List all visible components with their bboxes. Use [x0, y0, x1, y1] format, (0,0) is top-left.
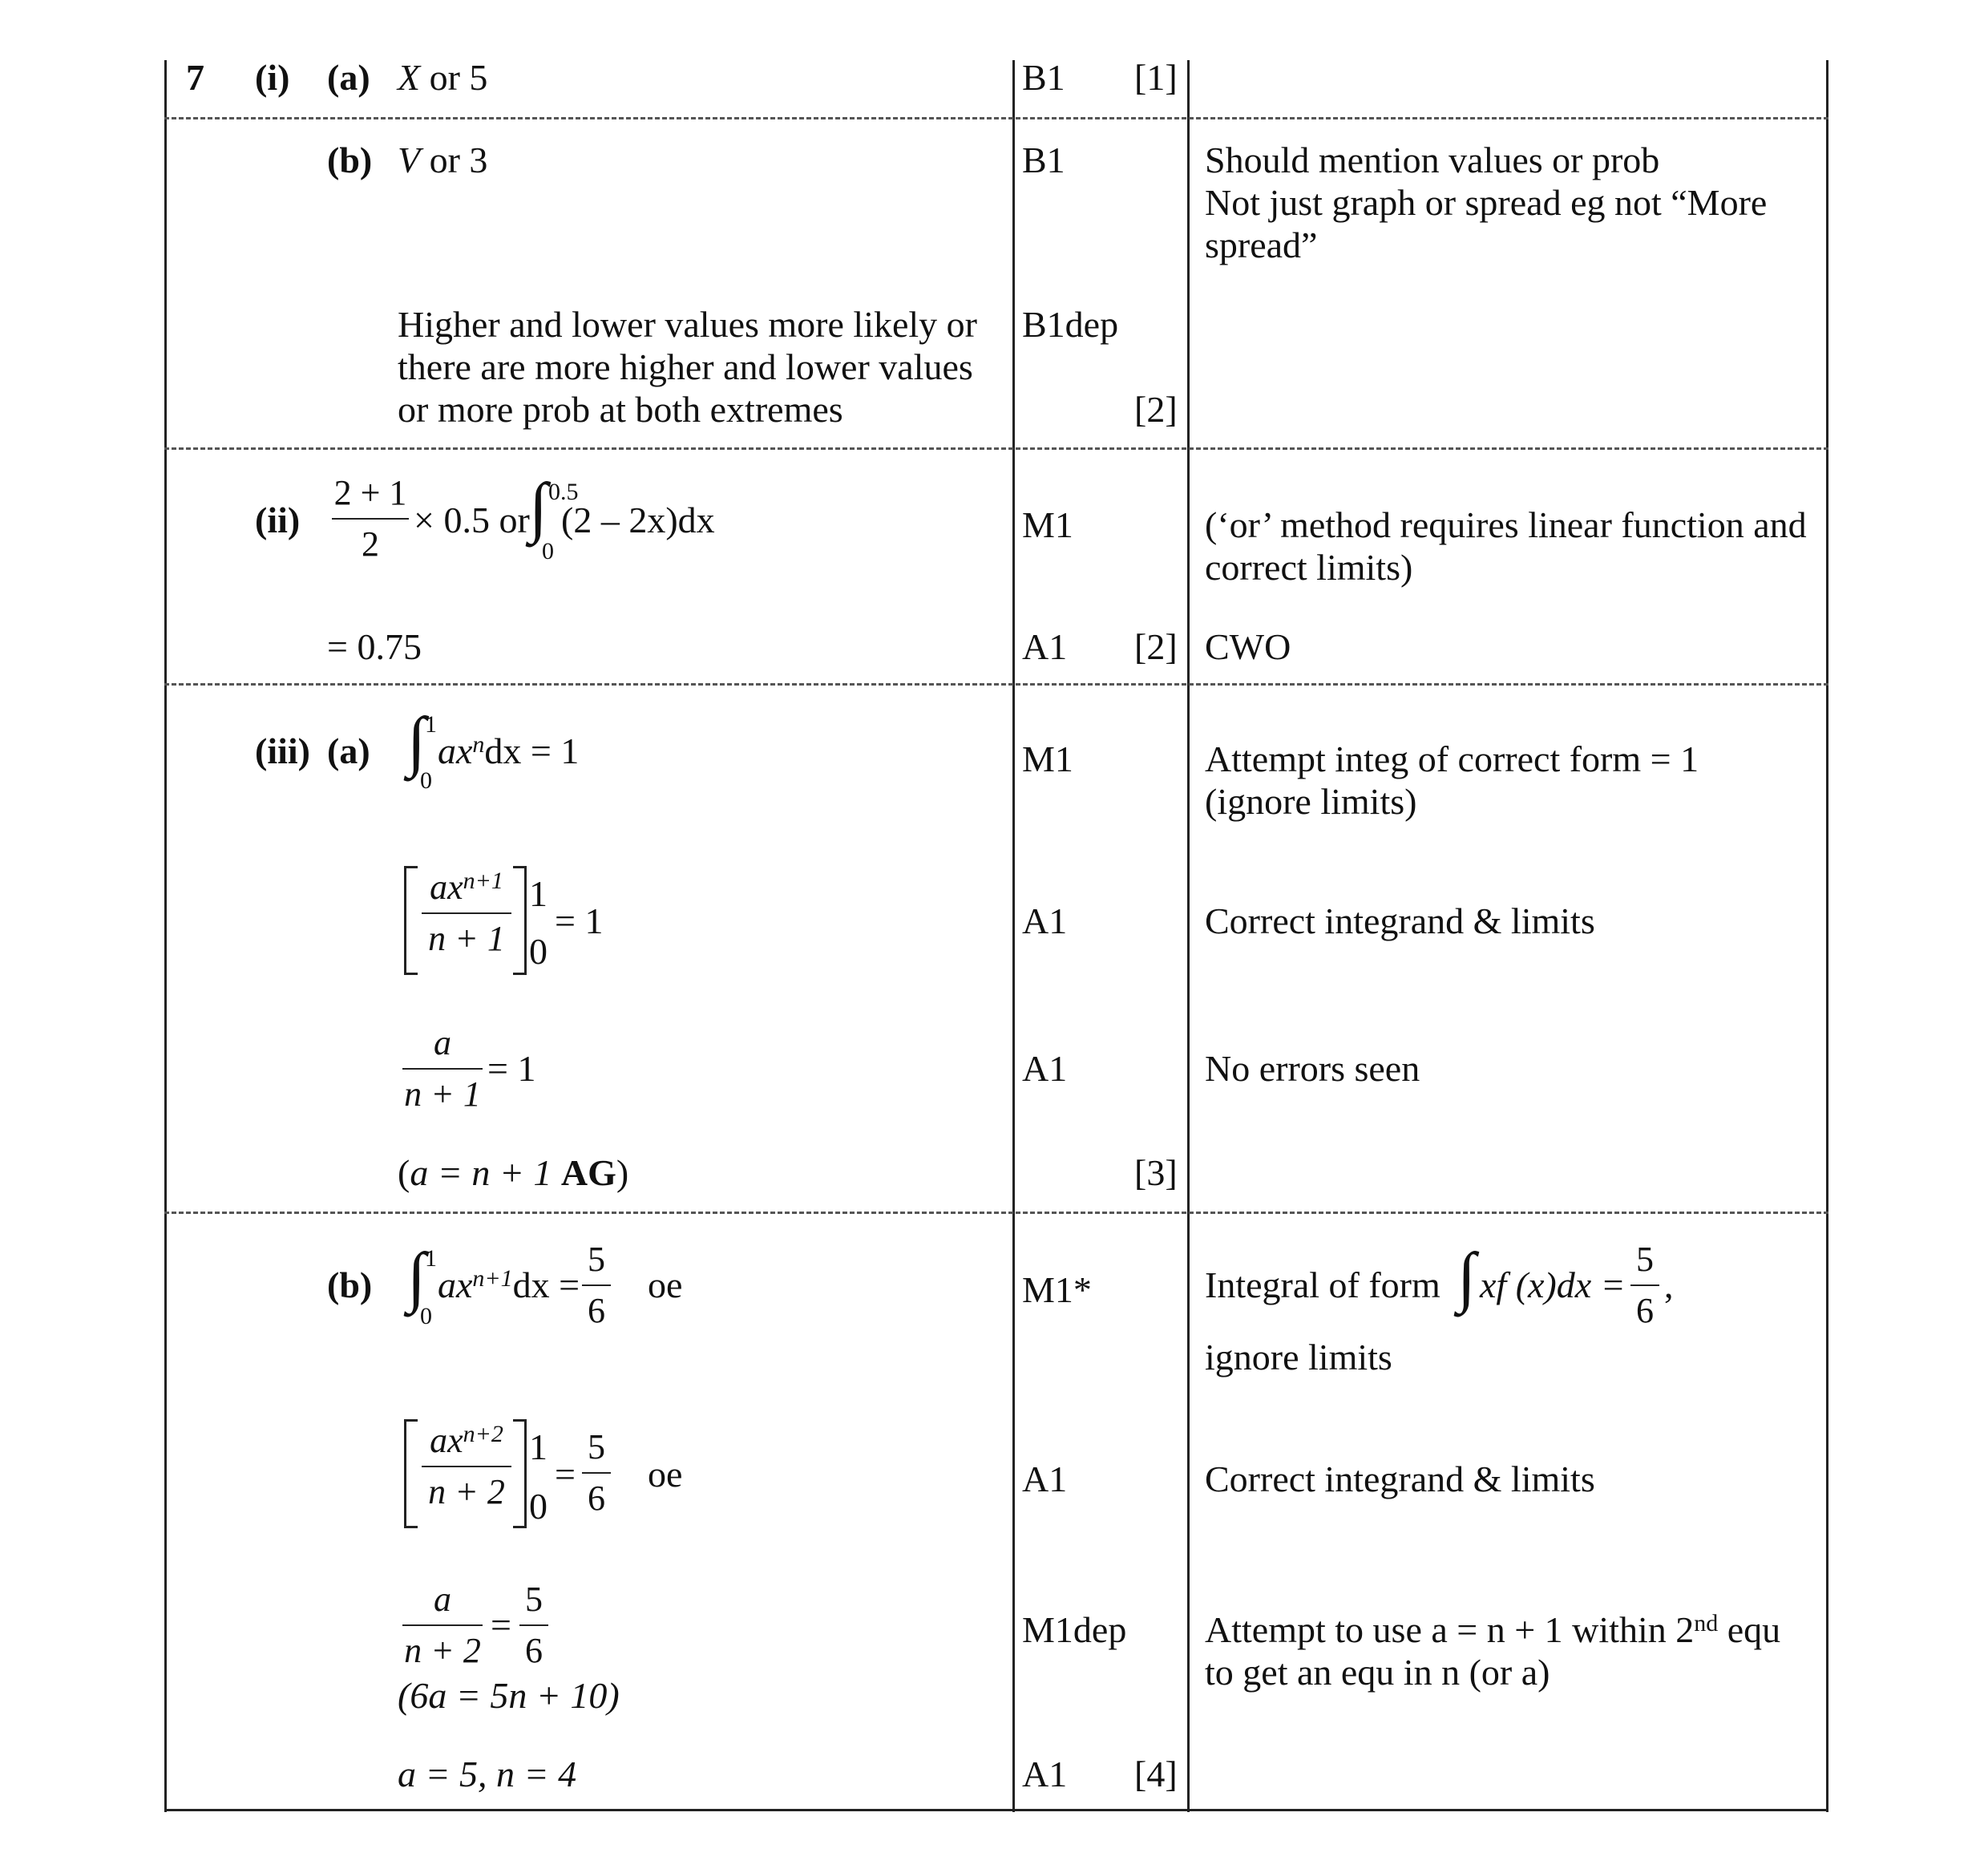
row-divider — [164, 1212, 1828, 1214]
integral-sign: ∫ — [529, 470, 548, 544]
integrand-rest: dx = 1 — [484, 730, 580, 771]
mark-i-b-2: B1dep — [1022, 304, 1119, 345]
fraction-denominator: 6 — [588, 1479, 605, 1518]
guidance-i-b-1: Should mention values or prob — [1205, 140, 1660, 180]
fraction-numerator: 2 + 1 — [333, 473, 407, 512]
fraction-equals: = — [491, 1604, 511, 1645]
fraction-a-over-n1 — [402, 1023, 483, 1115]
fraction-bar — [582, 1472, 611, 1474]
expression-mid: × 0.5 or — [414, 500, 530, 540]
answer-var: V — [398, 140, 421, 180]
fraction-bar — [1630, 1284, 1659, 1286]
bracket-equals: = — [555, 1454, 576, 1495]
guidance-iii-b-1-expr: xf (x)dx = — [1480, 1264, 1626, 1305]
guidance-iii-b-1-post: , — [1664, 1264, 1674, 1305]
table-bottom-border — [164, 1809, 1828, 1811]
integrand-power: n — [472, 731, 485, 758]
part-label-iii: (iii) — [255, 730, 310, 771]
fraction-denominator: n + 1 — [428, 919, 505, 958]
mark-ii-2: A1 — [1022, 626, 1068, 667]
sub-label-b: (b) — [327, 140, 373, 180]
guidance-iii-a-4: No errors seen — [1205, 1048, 1420, 1089]
bracket-upper-limit: 1 — [529, 873, 548, 914]
mark-iii-b-4: A1 — [1022, 1754, 1068, 1794]
fraction-numerator: 5 — [525, 1580, 543, 1619]
guidance-i-b-3: spread” — [1205, 225, 1318, 265]
evaluation-bracket — [404, 1419, 418, 1528]
answer-i-b-line3: or more prob at both extremes — [398, 389, 843, 430]
equation-line: (6a = 5n + 10) — [398, 1675, 620, 1716]
bracket-fraction — [422, 1421, 511, 1512]
total-i-b: [2] — [1134, 389, 1178, 430]
sub-label-b: (b) — [327, 1264, 373, 1305]
answer-var: X — [398, 57, 421, 98]
integral-upper-limit: 1 — [425, 1245, 437, 1272]
mark-ii-1: M1 — [1022, 504, 1073, 545]
fraction-bar — [402, 1624, 483, 1626]
sub-label-a: (a) — [327, 57, 370, 98]
fraction-bar — [582, 1284, 611, 1286]
fraction-bar — [422, 1466, 511, 1467]
row-divider — [164, 447, 1828, 450]
or-equivalent-1: oe — [648, 1264, 683, 1305]
sub-label-a: (a) — [327, 730, 370, 771]
fraction-numerator: a — [434, 1023, 451, 1062]
integral-upper-limit: 1 — [425, 711, 437, 738]
fraction-numerator: 5 — [1636, 1240, 1654, 1279]
fraction-bar — [402, 1068, 483, 1070]
mark-iii-a-2: A1 — [1022, 900, 1068, 941]
bracket-fraction — [422, 868, 511, 959]
fraction-five-sixths — [519, 1580, 548, 1671]
guidance-ii-cwo: CWO — [1205, 626, 1291, 667]
mark-iii-a-3: A1 — [1022, 1048, 1068, 1089]
fraction-denominator: 2 — [362, 524, 379, 564]
integrand-base: ax — [438, 730, 473, 771]
guidance-ii-1: (‘or’ method requires linear function and — [1205, 504, 1807, 545]
fraction-numerator: $ax^{n+2}$ — [430, 1421, 503, 1460]
integral-sign: ∫ — [1457, 1240, 1477, 1314]
answer-i-b — [398, 139, 487, 182]
fraction-numerator: a — [434, 1580, 451, 1619]
mark-i-b-1: B1 — [1022, 140, 1065, 180]
total-ii: [2] — [1134, 626, 1178, 667]
part-label-ii: (ii) — [255, 500, 301, 540]
final-answer: a = 5, n = 4 — [398, 1754, 577, 1794]
mark-iii-a-1: M1 — [1022, 738, 1073, 779]
fraction-numerator: 5 — [588, 1240, 605, 1279]
mark-iii-b-1: M1* — [1022, 1269, 1092, 1310]
integral-sign: ∫ — [407, 704, 426, 779]
fraction-numerator: 5 — [588, 1427, 605, 1467]
fraction-denominator: n + 2 — [428, 1472, 505, 1511]
integral-lower-limit: 0 — [420, 767, 432, 794]
bracket-lower-limit: 0 — [529, 931, 548, 972]
guidance-iii-b-1-pre: Integral of form — [1205, 1264, 1440, 1305]
total-i-a: [1] — [1134, 57, 1178, 98]
question-number: 7 — [186, 57, 204, 98]
answer-given-line: (a = n + 1 AG) — [398, 1152, 629, 1193]
result-ii: = 0.75 — [327, 626, 422, 667]
integral-lower-limit: 0 — [420, 1303, 432, 1329]
fraction-denominator: n + 1 — [404, 1074, 481, 1114]
fraction-five-sixths — [582, 1240, 611, 1331]
bracket-equals: = 1 — [555, 900, 604, 941]
fraction-five-sixths — [582, 1427, 611, 1519]
guidance-i-b-2: Not just graph or spread eg not “More — [1205, 182, 1768, 223]
evaluation-bracket — [404, 866, 418, 975]
guidance-iii-a-3: Correct integrand & limits — [1205, 900, 1595, 941]
fraction-a-over-n2 — [402, 1580, 483, 1671]
guidance-iii-b-4: Attempt to use a = n + 1 within 2nd equ — [1205, 1609, 1781, 1650]
row-divider — [164, 683, 1828, 686]
fraction-denominator: 6 — [1636, 1291, 1654, 1330]
fraction-denominator: 6 — [588, 1291, 605, 1330]
integral-upper-limit: 0.5 — [548, 479, 579, 505]
bracket-lower-limit: 0 — [529, 1486, 548, 1527]
fraction-equals: = 1 — [487, 1048, 536, 1089]
guidance-column-left-border — [1187, 60, 1190, 1812]
answer-i-b-line1: Higher and lower values more likely or — [398, 304, 977, 345]
fraction-denominator: 6 — [525, 1631, 543, 1670]
mark-iii-b-3: M1dep — [1022, 1609, 1127, 1650]
total-iii-b: [4] — [1134, 1754, 1178, 1794]
answer-rest: or 3 — [420, 140, 488, 180]
evaluation-bracket — [513, 866, 527, 975]
total-iii-a: [3] — [1134, 1152, 1178, 1193]
integral-expression — [438, 730, 579, 773]
table-left-border — [164, 60, 167, 1812]
mark-i-a: B1 — [1022, 57, 1065, 98]
guidance-iii-a-1: Attempt integ of correct form = 1 — [1205, 738, 1699, 779]
marks-column-left-border — [1012, 60, 1015, 1812]
guidance-iii-b-5: to get an equ in n (or a) — [1205, 1652, 1550, 1693]
part-label-i: (i) — [255, 57, 290, 98]
guidance-ii-2: correct limits) — [1205, 547, 1413, 588]
answer-rest: or 5 — [420, 57, 488, 98]
integral-lower-limit: 0 — [542, 538, 554, 564]
integral-expression: $ax^{n+1}dx$ = — [438, 1264, 580, 1305]
table-right-border — [1826, 60, 1828, 1812]
integrand-ii: (2 – 2x)dx — [561, 500, 715, 540]
integral-sign: ∫ — [407, 1240, 426, 1314]
answer-i-a — [398, 56, 487, 99]
answer-i-b-line2: there are more higher and lower values — [398, 346, 973, 387]
guidance-iii-b-2: ignore limits — [1205, 1337, 1392, 1378]
mark-iii-b-2: A1 — [1022, 1458, 1068, 1499]
guidance-iii-a-2: (ignore limits) — [1205, 781, 1417, 822]
fraction-denominator: n + 2 — [404, 1631, 481, 1670]
evaluation-bracket — [513, 1419, 527, 1528]
fraction-ii — [332, 473, 409, 564]
row-divider — [164, 117, 1828, 119]
bracket-upper-limit: 1 — [529, 1426, 548, 1467]
fraction-bar — [519, 1624, 548, 1626]
or-equivalent-2: oe — [648, 1454, 683, 1495]
fraction-bar — [332, 518, 409, 520]
guidance-iii-b-3: Correct integrand & limits — [1205, 1458, 1595, 1499]
fraction-numerator: $ax^{n+1}$ — [430, 868, 503, 907]
guidance-fraction-five-sixths — [1630, 1240, 1659, 1331]
fraction-bar — [422, 912, 511, 914]
